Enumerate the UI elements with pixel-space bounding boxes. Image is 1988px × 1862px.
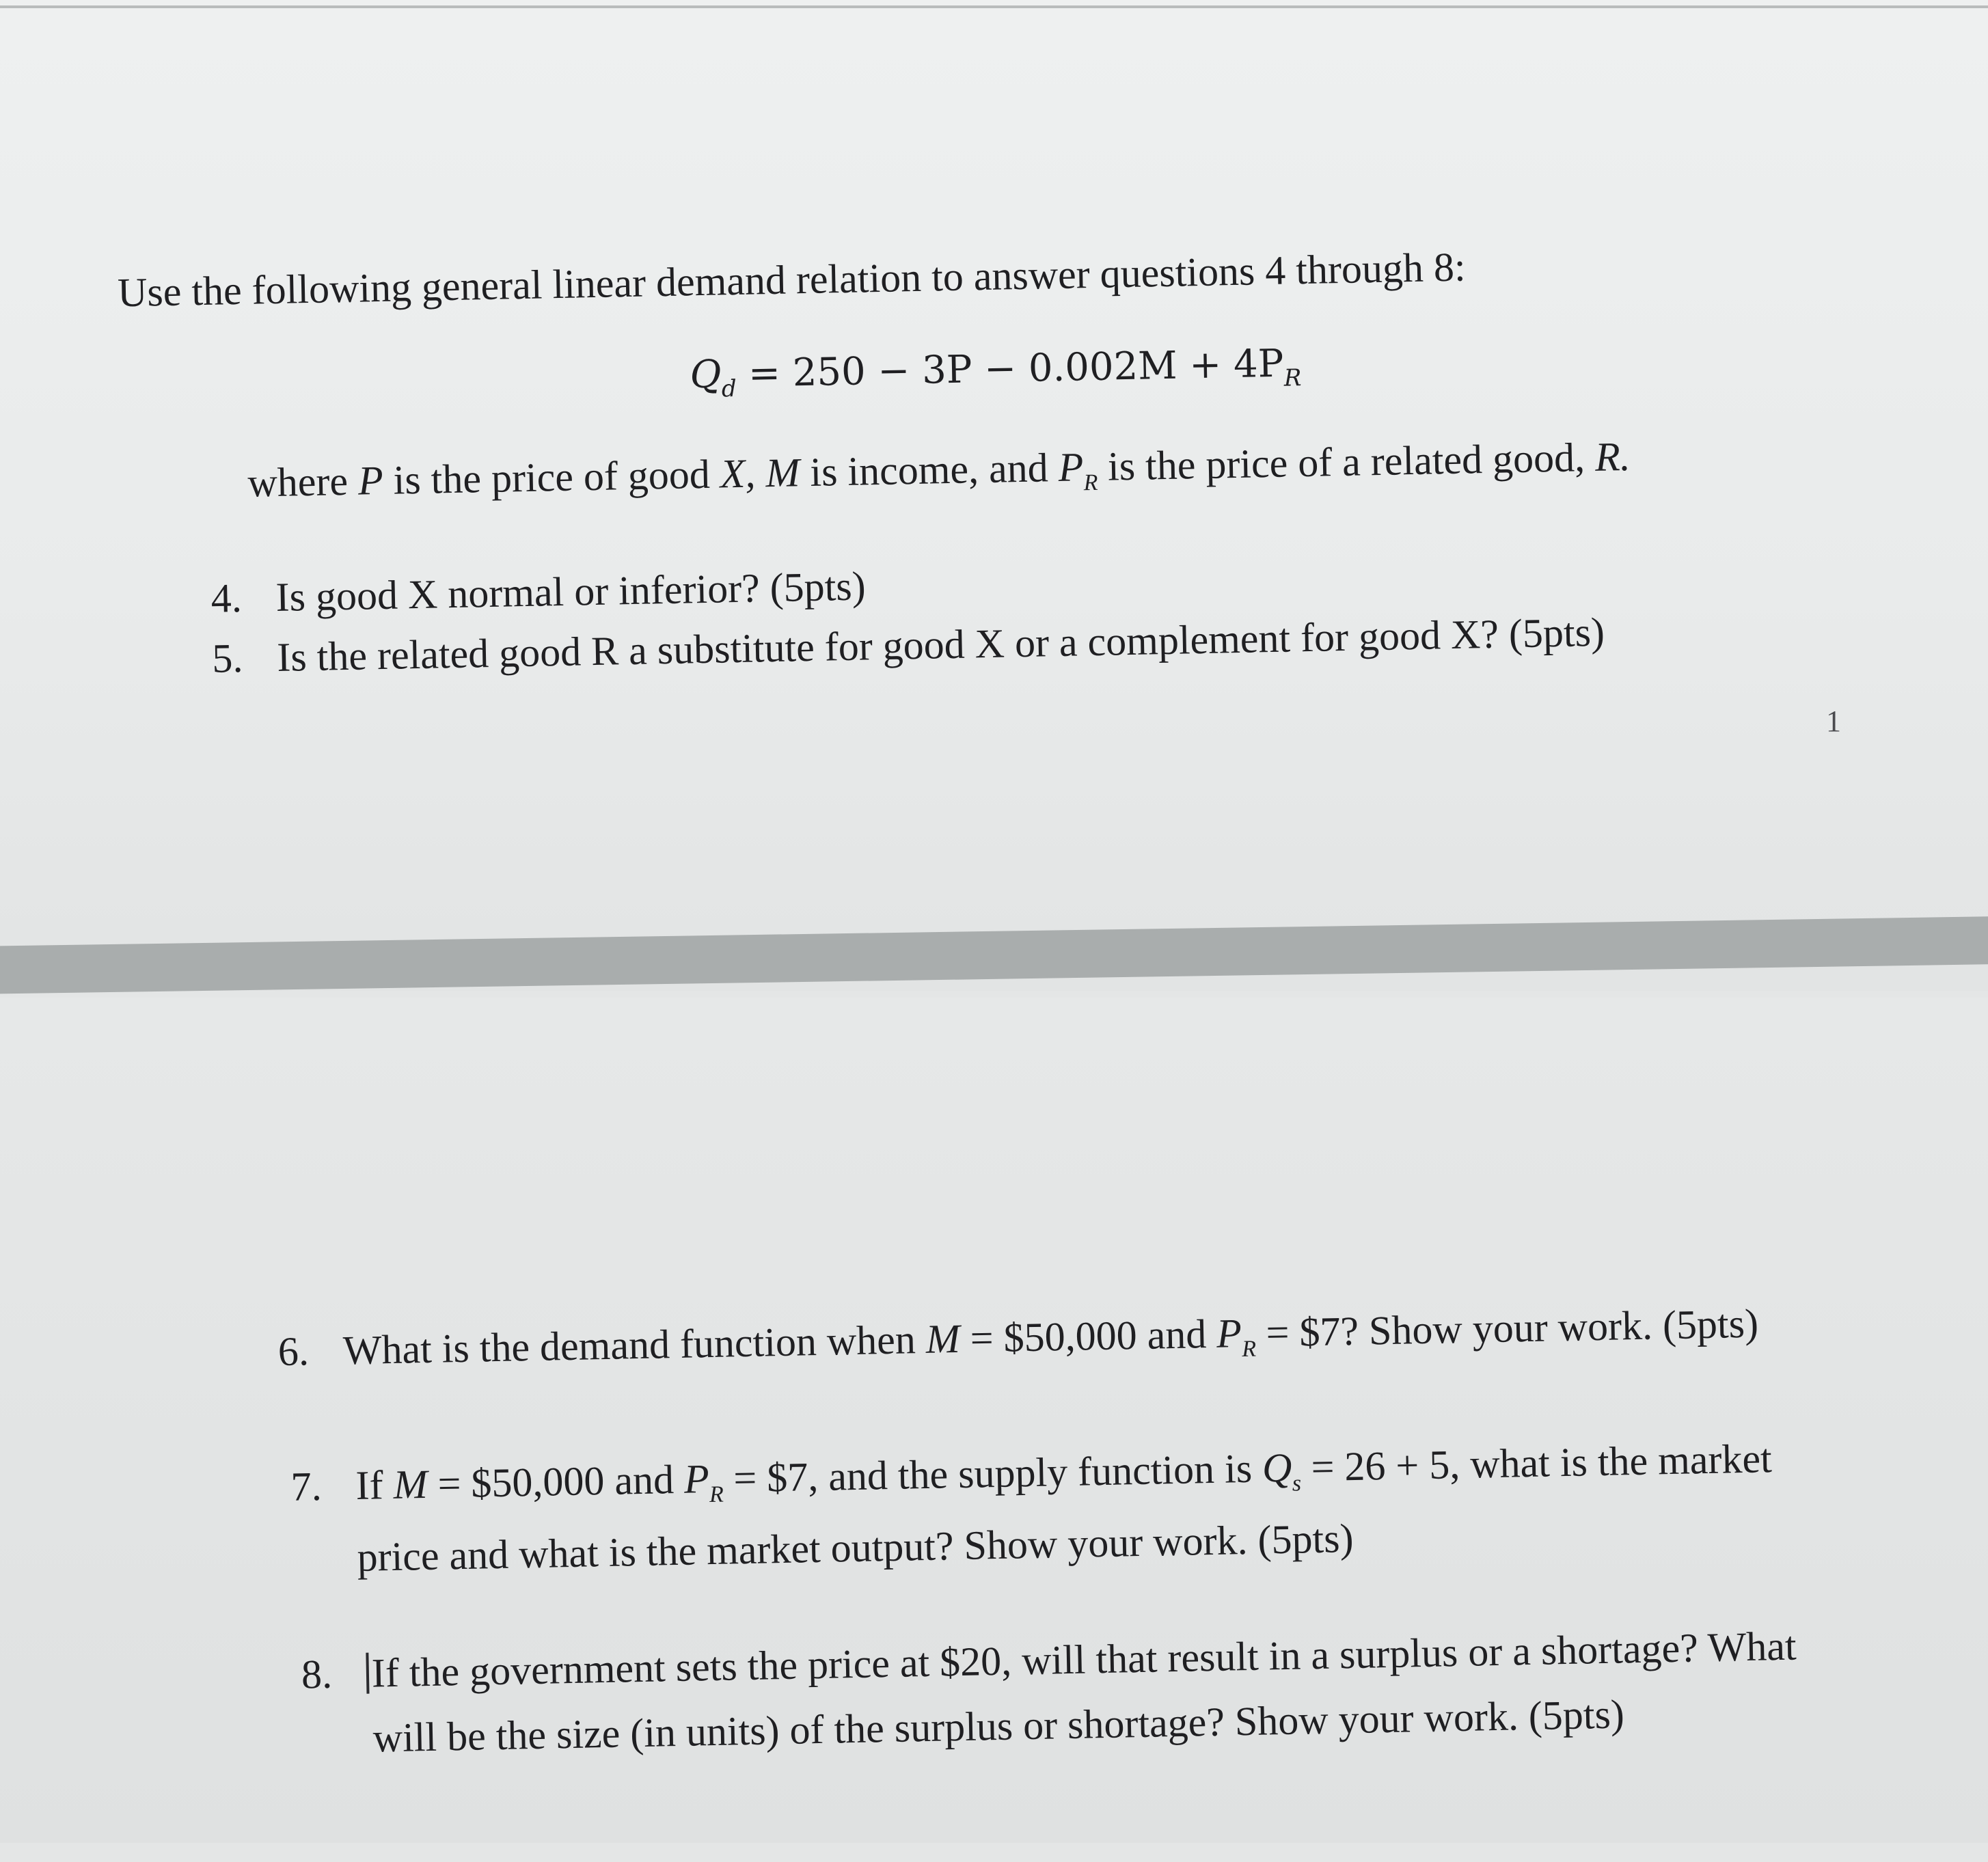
question-number: 7. [290, 1463, 323, 1509]
where-p: P [357, 457, 384, 504]
q6-t1: What is the demand function when [342, 1316, 927, 1373]
where-text [247, 432, 1631, 508]
question-8 [301, 1621, 1797, 1699]
q8-line1[interactable]: If the government sets the price at $20, will that result in a surplus or a shortage? What [371, 1623, 1797, 1696]
page-number: 1 [1826, 704, 1841, 738]
where-t4: is the price of a related good, [1097, 434, 1596, 489]
where-pr: P [1057, 444, 1084, 490]
where-t3: is income, and [799, 444, 1059, 495]
q6-pr: P [1216, 1311, 1242, 1356]
q7-t1: If [355, 1462, 394, 1508]
q7-qs-sub: s [1292, 1470, 1302, 1496]
question-7 [290, 1434, 1772, 1511]
question-6 [277, 1299, 1758, 1377]
equation-q-sub: d [721, 375, 737, 403]
q7-qs: Q [1262, 1445, 1292, 1491]
question-7-line-2: price and what is the market output? Show your work. (5pts) [357, 1515, 1354, 1580]
where-x: X, M [720, 450, 801, 497]
q7-pr: P [683, 1456, 710, 1502]
question-number: 4. [210, 575, 243, 621]
where-t2: is the price of good [383, 451, 721, 503]
q6-m: M [925, 1315, 961, 1362]
where-t1: where [247, 458, 359, 506]
q7-t4: = 26 + 5, what is the market [1300, 1436, 1773, 1490]
q7-pr-sub: R [709, 1481, 724, 1508]
question-8-line-2: will be the size (in units) of the surplus or shortage? Show your work. (5pts) [372, 1691, 1625, 1761]
where-pr-sub: R [1083, 469, 1098, 496]
q6-t2: = $50,000 and [959, 1311, 1217, 1361]
question-text: Is good X normal or inferior? (5pts) [275, 563, 867, 620]
question-number: 8. [301, 1651, 333, 1697]
equation-pr-sub: R [1283, 364, 1302, 392]
q6-pr-sub: R [1241, 1336, 1257, 1363]
demand-equation [689, 339, 1302, 403]
where-r: R. [1594, 433, 1631, 480]
question-text: Is the related good R a substitute for good X or a complement for good X? (5pts) [276, 609, 1605, 680]
q7-t2: = $50,000 and [426, 1456, 685, 1507]
question-4 [210, 561, 866, 622]
question-number: 6. [277, 1328, 310, 1375]
q6-t3: = $7? Show your work. (5pts) [1255, 1300, 1759, 1356]
text-cursor [366, 1653, 369, 1694]
q7-t3: = $7, and the supply function is [722, 1445, 1263, 1501]
equation-rest: = 250 − 3P − 0.002M + 4P [735, 341, 1284, 397]
equation-q: Q [689, 352, 722, 398]
intro-text: Use the following general linear demand relation to answer questions 4 through 8: [117, 244, 1467, 316]
q7-m: M [392, 1461, 428, 1507]
question-number: 5. [211, 635, 244, 681]
